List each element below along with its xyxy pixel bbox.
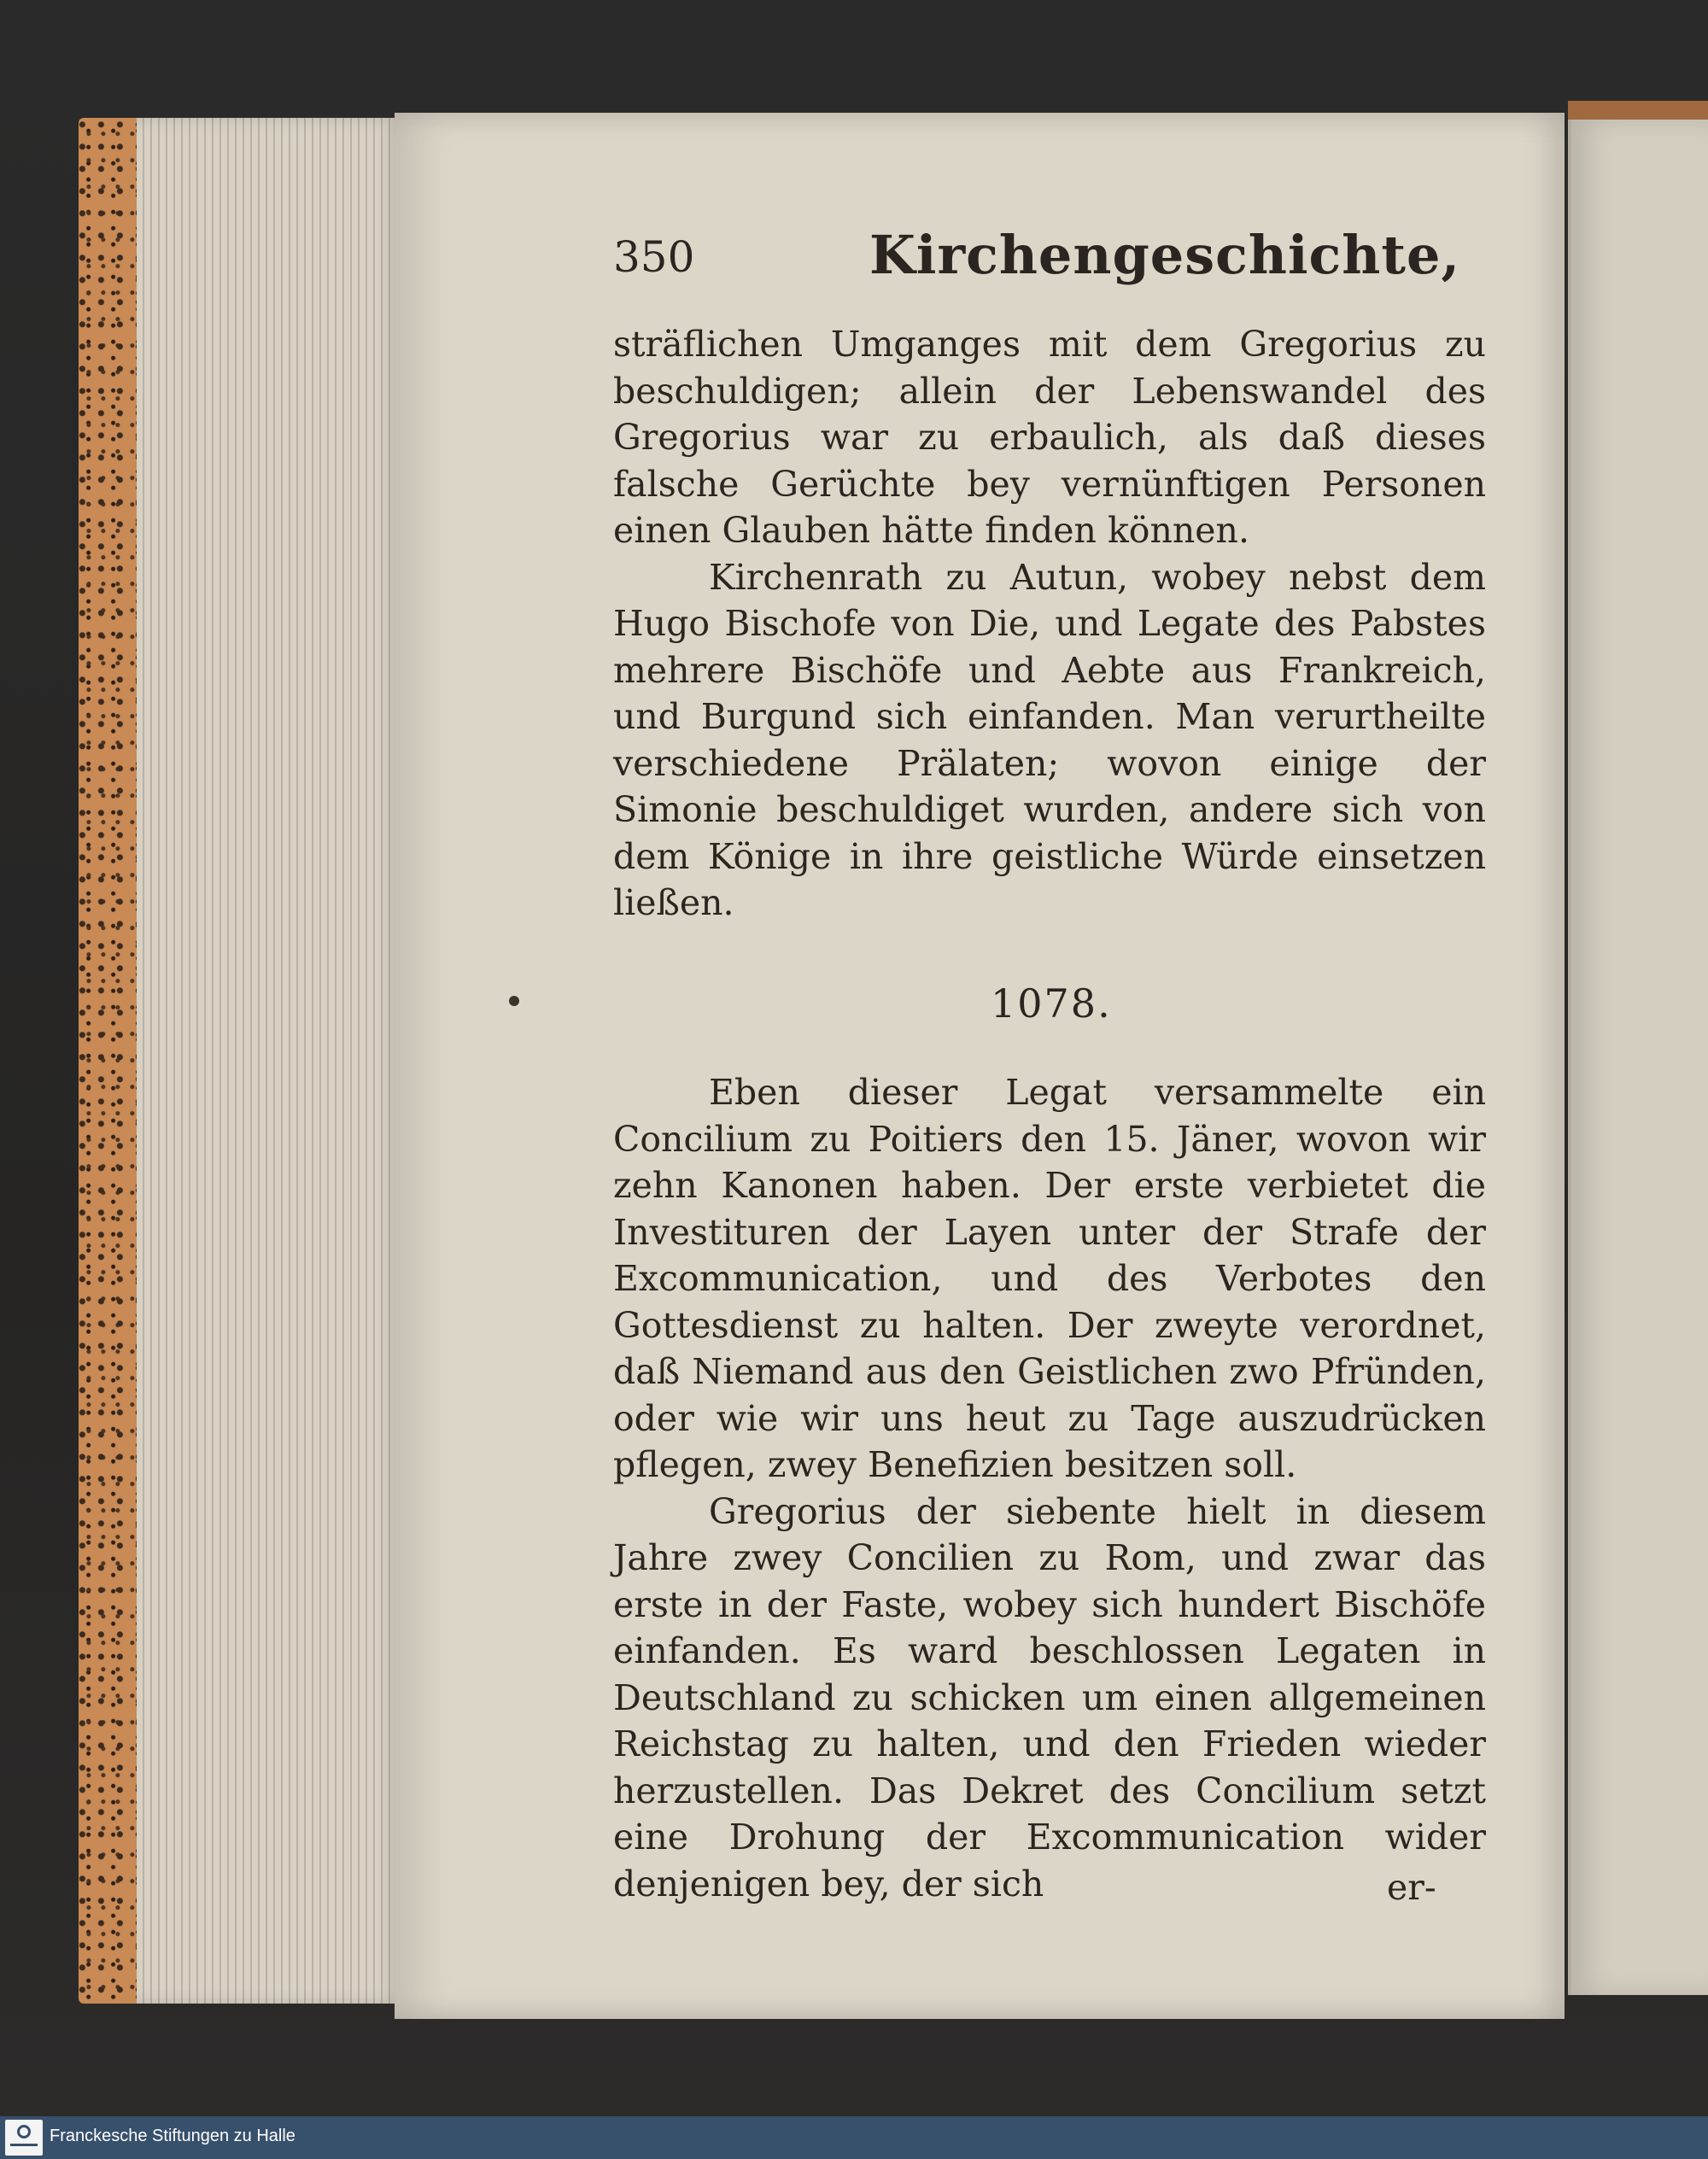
paragraph-continuation: sträflichen Umganges mit dem Gregorius zu beschuldigen; allein der Lebenswandel des Gregorius war zu erbaulich, als daß dieses falsche Gerüchte bey vernünftigen Personen einen Glauben hätte finden können.	[613, 324, 1486, 551]
text-block-top	[613, 321, 1486, 927]
institution-logo-icon	[5, 2120, 43, 2156]
facing-page	[1568, 120, 1708, 1995]
paragraph-poitiers: Eben dieser Legat versammelte ein Concilium zu Poitiers den 15. Jäner, wovon wir zehn Kanonen haben. Der erste verbietet die Investituren der Layen unter der Strafe der Excommunication, und des Verbotes den Gottesdienst zu halten. Der zweyte verordnet, daß Niemand aus den Geistlichen zwo Pfründen, oder wie wir uns heut zu Tage auszudrücken pflegen, zwey Benefizien besitzen soll.	[613, 1072, 1486, 1485]
paragraph-autun: Kirchenrath zu Autun, wobey nebst dem Hugo Bischofe von Die, und Legate des Pabstes mehrere Bischöfe und Aebte aus Frankreich, und Burgund sich einfanden. Man verurtheilte verschiedene Prälaten; wovon einige der Simonie beschuldiget wurden, andere sich von dem Könige in ihre geistliche Würde einsetzen ließen.	[613, 556, 1486, 923]
page-number: 350	[613, 232, 695, 282]
year-heading: 1078.	[991, 980, 1112, 1027]
paragraph-gregorius: Gregorius der siebente hielt in diesem Jahre zwey Concilien zu Rom, und zwar das erste in der Faste, wobey sich hundert Bischöfe einfanden. Es ward beschlossen Legaten in Deutschland zu schicken um einen allgemeinen Reichstag zu halten, und den Frieden wieder herzustellen. Das Dekret des Concilium setzt eine Drohung der Excommunication wider denjenigen bey, der sich	[613, 1490, 1486, 1904]
running-title: Kirchengeschichte,	[869, 224, 1461, 286]
text-block-bottom	[613, 1069, 1486, 1907]
page-header	[613, 224, 1501, 292]
margin-dot	[509, 996, 519, 1006]
footer-institution: Franckesche Stiftungen zu Halle	[50, 2127, 295, 2145]
catchword: er-	[1387, 1867, 1436, 1908]
page-edges	[137, 118, 401, 2004]
